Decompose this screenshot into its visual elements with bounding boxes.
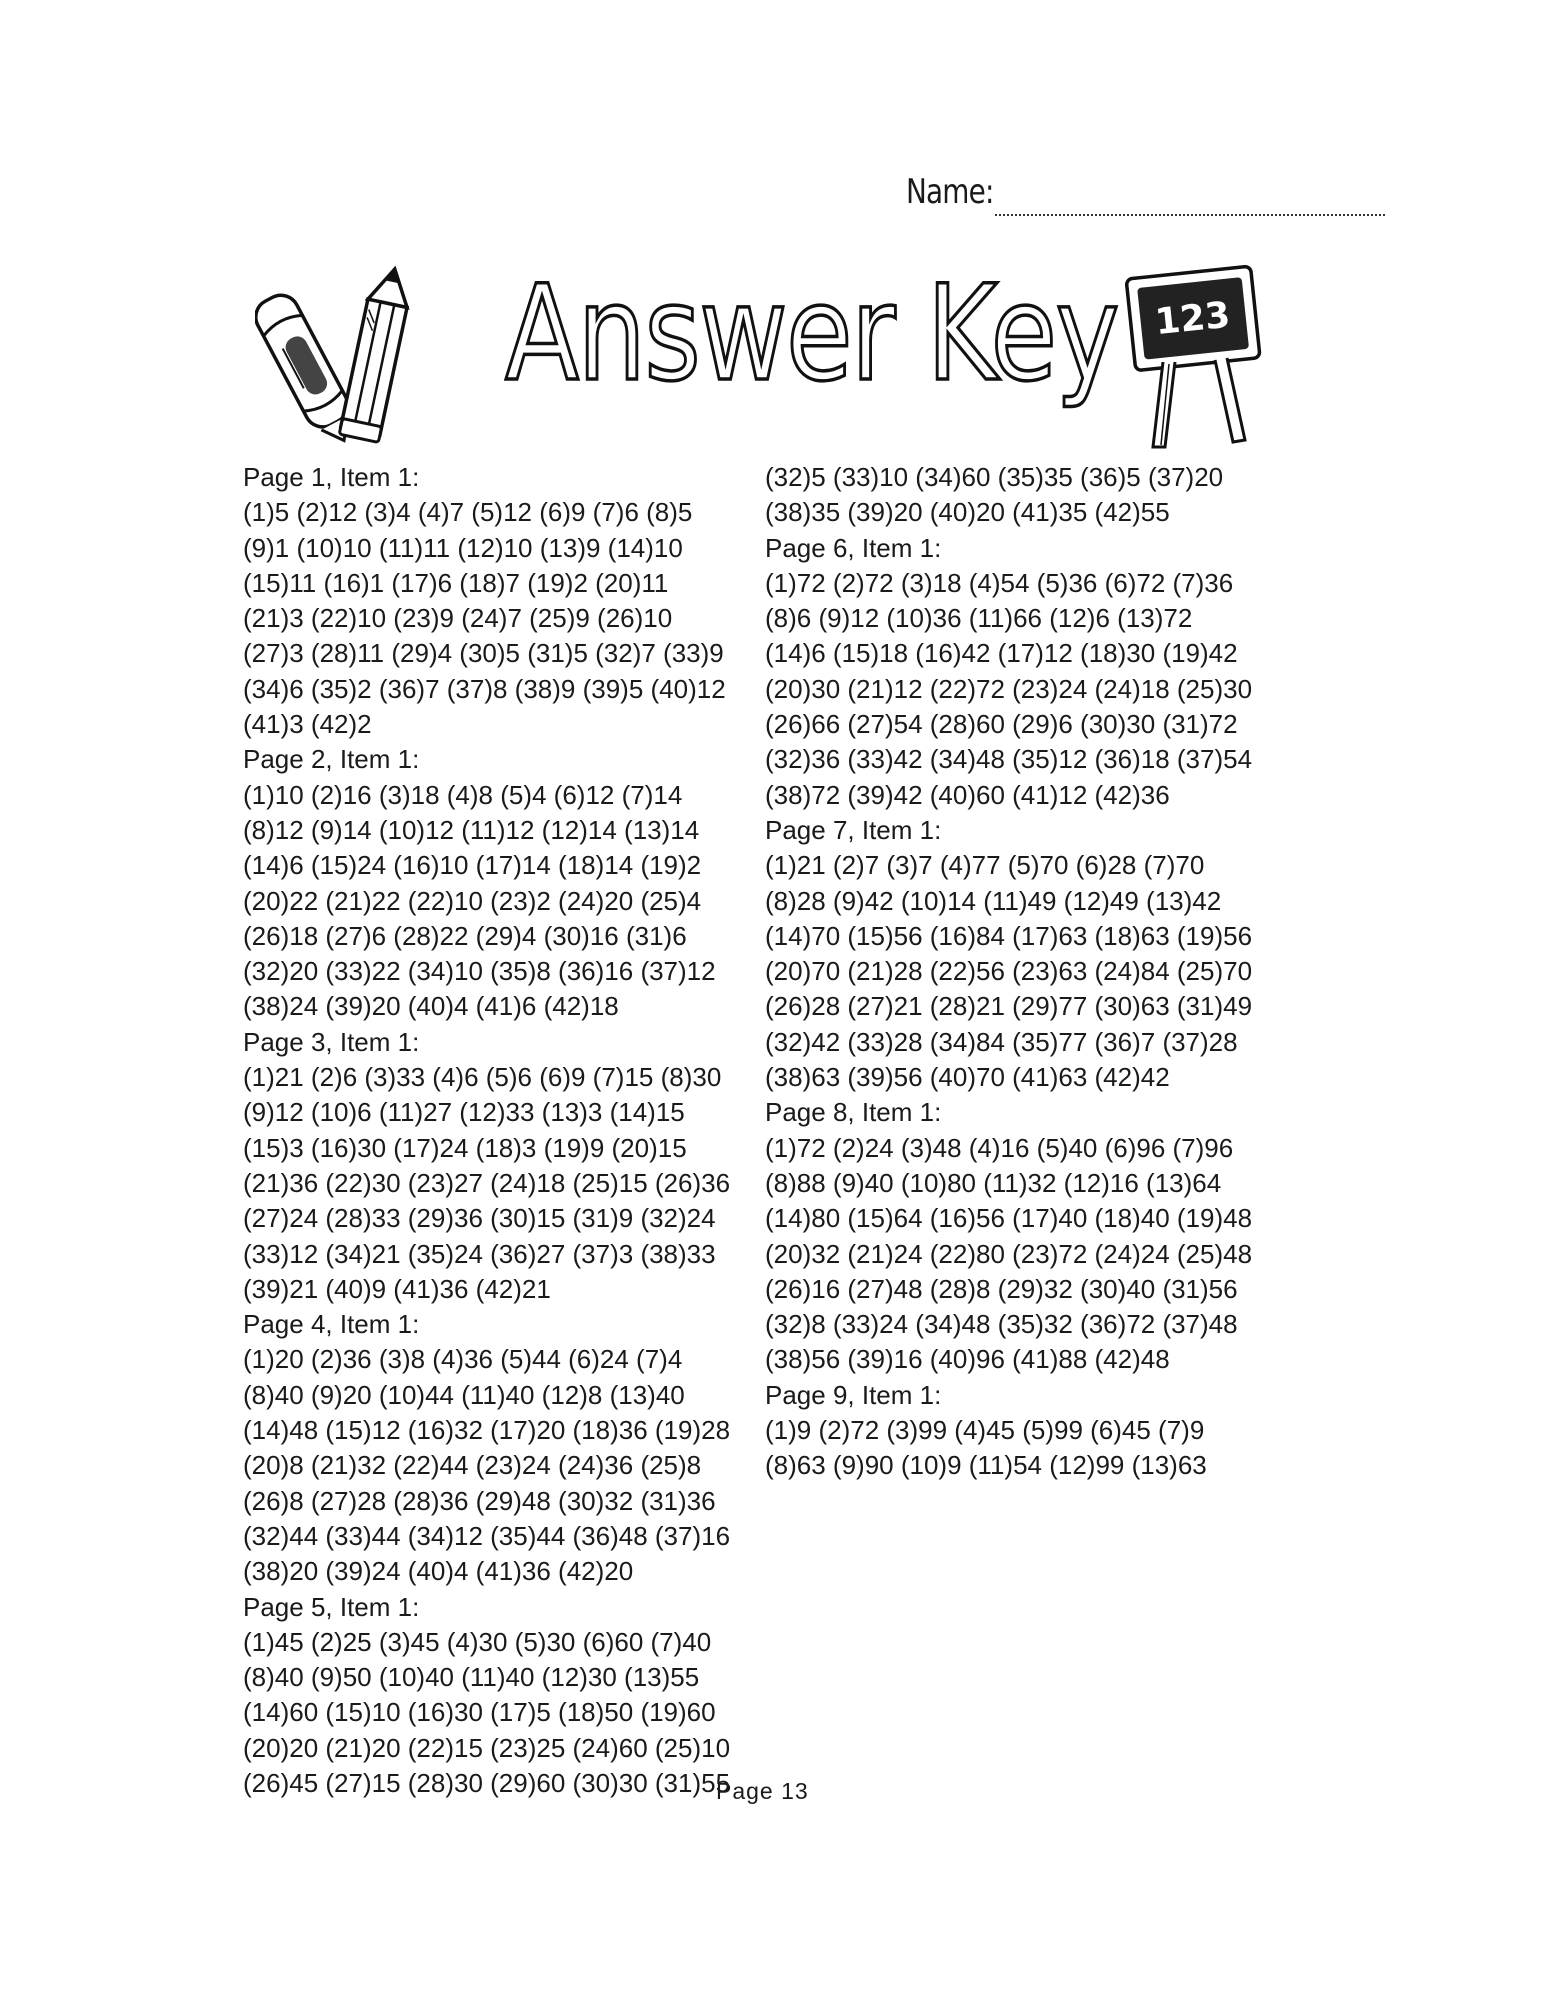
- answer-line: (41)3 (42)2: [243, 709, 372, 740]
- answer-line: (26)16 (27)48 (28)8 (29)32 (30)40 (31)56: [765, 1273, 1238, 1304]
- page-number: Page 13: [716, 1778, 809, 1804]
- answer-line: (1)21 (2)6 (3)33 (4)6 (5)6 (6)9 (7)15 (8)30: [243, 1062, 722, 1093]
- answer-line: (38)63 (39)56 (40)70 (41)63 (42)42: [765, 1062, 1170, 1093]
- crayon-pencil-icon: [255, 262, 430, 452]
- section-heading: Page 8, Item 1:: [765, 1097, 942, 1128]
- answer-line: (20)70 (21)28 (22)56 (23)63 (24)84 (25)70: [765, 956, 1253, 987]
- answer-line: (1)72 (2)24 (3)48 (4)16 (5)40 (6)96 (7)96: [765, 1132, 1234, 1163]
- answer-line: (26)28 (27)21 (28)21 (29)77 (30)63 (31)49: [765, 991, 1253, 1022]
- section-heading: Page 9, Item 1:: [765, 1379, 942, 1410]
- answer-line: (14)60 (15)10 (16)30 (17)5 (18)50 (19)60: [243, 1697, 716, 1728]
- answer-line: (38)72 (39)42 (40)60 (41)12 (42)36: [765, 779, 1170, 810]
- answer-line: (14)80 (15)64 (16)56 (17)40 (18)40 (19)48: [765, 1203, 1253, 1234]
- answer-line: (15)3 (16)30 (17)24 (18)3 (19)9 (20)15: [243, 1132, 687, 1163]
- answer-line: (20)30 (21)12 (22)72 (23)24 (24)18 (25)30: [765, 673, 1253, 704]
- section-heading: Page 4, Item 1:: [243, 1309, 420, 1340]
- answer-line: (39)21 (40)9 (41)36 (42)21: [243, 1273, 551, 1304]
- answer-line: (14)6 (15)24 (16)10 (17)14 (18)14 (19)2: [243, 850, 702, 881]
- section-heading: Page 1, Item 1:: [243, 462, 420, 492]
- answer-line: (1)21 (2)7 (3)7 (4)77 (5)70 (6)28 (7)70: [765, 850, 1205, 881]
- answer-line: (8)40 (9)50 (10)40 (11)40 (12)30 (13)55: [243, 1662, 700, 1693]
- answer-line: (1)10 (2)16 (3)18 (4)8 (5)4 (6)12 (7)14: [243, 779, 683, 810]
- answer-line: (32)5 (33)10 (34)60 (35)35 (36)5 (37)20: [765, 462, 1224, 492]
- answer-line: (1)9 (2)72 (3)99 (4)45 (5)99 (6)45 (7)9: [765, 1415, 1205, 1446]
- answer-line: (32)44 (33)44 (34)12 (35)44 (36)48 (37)16: [243, 1520, 731, 1551]
- section-heading: Page 7, Item 1:: [765, 814, 942, 845]
- answer-line: (32)36 (33)42 (34)48 (35)12 (36)18 (37)54: [765, 744, 1253, 775]
- answer-line: (20)22 (21)22 (22)10 (23)2 (24)20 (25)4: [243, 885, 702, 916]
- section-heading: Page 6, Item 1:: [765, 532, 942, 563]
- answer-line: (8)6 (9)12 (10)36 (11)66 (12)6 (13)72: [765, 603, 1193, 634]
- answer-line: (8)40 (9)20 (10)44 (11)40 (12)8 (13)40: [243, 1379, 685, 1410]
- section-heading: Page 2, Item 1:: [243, 744, 420, 775]
- page-title: Answer Key: [505, 257, 1118, 411]
- answer-line: (27)3 (28)11 (29)4 (30)5 (31)5 (32)7 (33)9: [243, 638, 724, 669]
- answer-line: (38)24 (39)20 (40)4 (41)6 (42)18: [243, 991, 619, 1022]
- answer-line: (1)20 (2)36 (3)8 (4)36 (5)44 (6)24 (7)4: [243, 1344, 683, 1375]
- answers-column-right: [765, 460, 1285, 1484]
- answer-line: (38)35 (39)20 (40)20 (41)35 (42)55: [765, 497, 1170, 528]
- answer-line: (38)56 (39)16 (40)96 (41)88 (42)48: [765, 1344, 1170, 1375]
- answers-column-left: [243, 460, 763, 1801]
- chalkboard-icon: [1125, 262, 1270, 452]
- answer-line: (1)5 (2)12 (3)4 (4)7 (5)12 (6)9 (7)6 (8)5: [243, 497, 693, 528]
- answer-line: (27)24 (28)33 (29)36 (30)15 (31)9 (32)24: [243, 1203, 716, 1234]
- answer-line: (9)12 (10)6 (11)27 (12)33 (13)3 (14)15: [243, 1097, 685, 1128]
- answer-line: (26)45 (27)15 (28)30 (29)60 (30)30 (31)55: [243, 1767, 731, 1798]
- answer-line: (32)20 (33)22 (34)10 (35)8 (36)16 (37)12: [243, 956, 716, 987]
- answer-line: (26)8 (27)28 (28)36 (29)48 (30)32 (31)36: [243, 1485, 716, 1516]
- answer-line: (32)42 (33)28 (34)84 (35)77 (36)7 (37)28: [765, 1026, 1238, 1057]
- answer-line: (14)6 (15)18 (16)42 (17)12 (18)30 (19)42: [765, 638, 1238, 669]
- answer-line: (34)6 (35)2 (36)7 (37)8 (38)9 (39)5 (40)12: [243, 673, 726, 704]
- answer-line: (1)72 (2)72 (3)18 (4)54 (5)36 (6)72 (7)36: [765, 567, 1234, 598]
- answer-line: (20)8 (21)32 (22)44 (23)24 (24)36 (25)8: [243, 1450, 702, 1481]
- answer-line: (15)11 (16)1 (17)6 (18)7 (19)2 (20)11: [243, 567, 669, 598]
- answer-line: (8)88 (9)40 (10)80 (11)32 (12)16 (13)64: [765, 1167, 1222, 1198]
- answer-line: (32)8 (33)24 (34)48 (35)32 (36)72 (37)48: [765, 1309, 1238, 1340]
- answer-line: (33)12 (34)21 (35)24 (36)27 (37)3 (38)33: [243, 1238, 716, 1269]
- answer-line: (1)45 (2)25 (3)45 (4)30 (5)30 (6)60 (7)40: [243, 1626, 712, 1657]
- answer-line: (38)20 (39)24 (40)4 (41)36 (42)20: [243, 1556, 634, 1587]
- answer-line: (21)36 (22)30 (23)27 (24)18 (25)15 (26)36: [243, 1167, 731, 1198]
- answer-line: (8)63 (9)90 (10)9 (11)54 (12)99 (13)63: [765, 1450, 1207, 1481]
- answer-line: (26)66 (27)54 (28)60 (29)6 (30)30 (31)72: [765, 709, 1238, 740]
- answer-line: (20)20 (21)20 (22)15 (23)25 (24)60 (25)10: [243, 1732, 731, 1763]
- answer-line: (26)18 (27)6 (28)22 (29)4 (30)16 (31)6: [243, 920, 687, 951]
- name-label: Name:: [906, 172, 994, 212]
- answer-line: (8)12 (9)14 (10)12 (11)12 (12)14 (13)14: [243, 814, 700, 845]
- section-heading: Page 5, Item 1:: [243, 1591, 420, 1622]
- answer-line: (8)28 (9)42 (10)14 (11)49 (12)49 (13)42: [765, 885, 1222, 916]
- answer-line: (20)32 (21)24 (22)80 (23)72 (24)24 (25)48: [765, 1238, 1253, 1269]
- section-heading: Page 3, Item 1:: [243, 1026, 420, 1057]
- answer-line: (9)1 (10)10 (11)11 (12)10 (13)9 (14)10: [243, 532, 683, 563]
- answer-line: (14)70 (15)56 (16)84 (17)63 (18)63 (19)56: [765, 920, 1253, 951]
- answer-line: (14)48 (15)12 (16)32 (17)20 (18)36 (19)28: [243, 1415, 731, 1446]
- board-number: 123: [1153, 294, 1233, 344]
- name-line[interactable]: [995, 214, 1385, 216]
- answer-line: (21)3 (22)10 (23)9 (24)7 (25)9 (26)10: [243, 603, 673, 634]
